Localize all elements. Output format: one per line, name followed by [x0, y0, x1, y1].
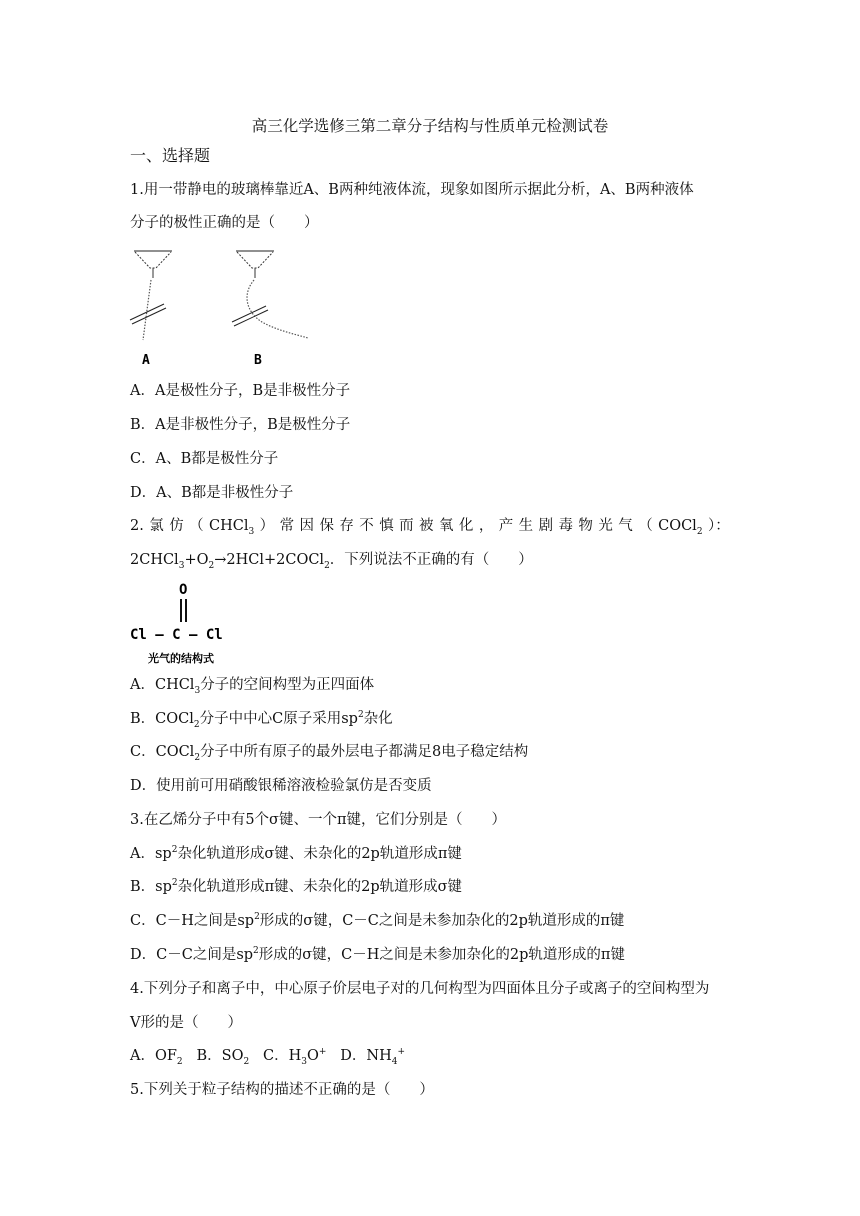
q2-option-a: A．CHCl$_3$分子的空间构型为正四面体 — [130, 677, 375, 696]
q1-option-c: C．A、B都是极性分子 — [130, 451, 279, 467]
q2-option-b: B．COCl$_2$分子中中心C原子采用$sp^2$杂化 — [130, 710, 393, 730]
q3-option-d: D．C－C之间是$sp^2$形成的σ键，C－H之间是未参加杂化的2p轨道形成的π键 — [130, 946, 625, 963]
q2-option-d: D．使用前可用硝酸银稀溶液检验氯仿是否变质 — [130, 778, 432, 794]
q4-option-d: D．$NH_4^+$ — [340, 1047, 406, 1067]
q3-stem: 3.在乙烯分子中有5个σ键、一个π键，它们分别是（ ） — [130, 812, 506, 828]
page-title: 高三化学选修三第二章分子结构与性质单元检测试卷 — [251, 117, 609, 135]
q4-option-a: A．$OF_2$ — [130, 1048, 183, 1067]
structure-caption: 光气的结构式 — [148, 652, 214, 665]
q2-stem-line2: $2CHCl_3+O_2\to 2HCl+2COCl_2$．下列说法不正确的有（ ） — [130, 552, 533, 571]
q3-option-c: C．C－H之间是$sp^2$形成的σ键，C－C之间是未参加杂化的2p轨道形成的π键 — [130, 912, 625, 929]
funnel-b-icon — [232, 251, 308, 338]
q4-stem-line2: V形的是（ ） — [130, 1015, 242, 1031]
q1-stem-line1: 1.用一带静电的玻璃棒靠近A、B两种纯液体流，现象如图所示据此分析，A、B两种液体 — [130, 182, 694, 198]
q1-stem-line2: 分子的极性正确的是（ ） — [130, 215, 319, 231]
q2-option-c: C．COCl$_2$分子中所有原子的最外层电子都满足8电子稳定结构 — [130, 744, 529, 763]
structure-main-chain: Cl — C — Cl — [130, 627, 223, 643]
q3-option-a: A．$sp^2$杂化轨道形成σ键、未杂化的2p轨道形成π键 — [130, 845, 462, 862]
q1-option-d: D．A、B都是非极性分子 — [130, 485, 294, 501]
fig-label-b: B — [254, 353, 262, 368]
q3-option-b: B．$sp^2$杂化轨道形成π键、未杂化的2p轨道形成σ键 — [130, 878, 463, 895]
q4-stem-line1: 4.下列分子和离子中，中心原子价层电子对的几何构型为四面体且分子或离子的空间构型为 — [130, 981, 710, 997]
oxygen-atom-label: O — [179, 582, 188, 598]
q4-options — [130, 1046, 405, 1066]
fig-label-a: A — [142, 353, 150, 368]
phosgene-structure-figure — [128, 578, 258, 668]
q2-stem-line1: 2. 氯 仿 （ CHCl$_3$ ） 常 因 保 存 不 慎 而 被 氧 化 ， 产 生 剧 毒 物 光 气 （ COCl$_2$ ）： — [130, 518, 730, 537]
q1-liquid-stream-figure — [128, 248, 318, 370]
q4-option-c: C．$H_3O^+$ — [263, 1047, 327, 1067]
q4-option-b: B．$SO_2$ — [196, 1048, 250, 1067]
section-heading: 一、选择题 — [130, 146, 211, 165]
funnel-a-icon — [130, 251, 172, 340]
q1-option-b: B．A是非极性分子，B是极性分子 — [130, 417, 351, 433]
q5-stem: 5.下列关于粒子结构的描述不正确的是（ ） — [130, 1082, 434, 1098]
q1-option-a: A．A是极性分子，B是非极性分子 — [130, 383, 351, 399]
